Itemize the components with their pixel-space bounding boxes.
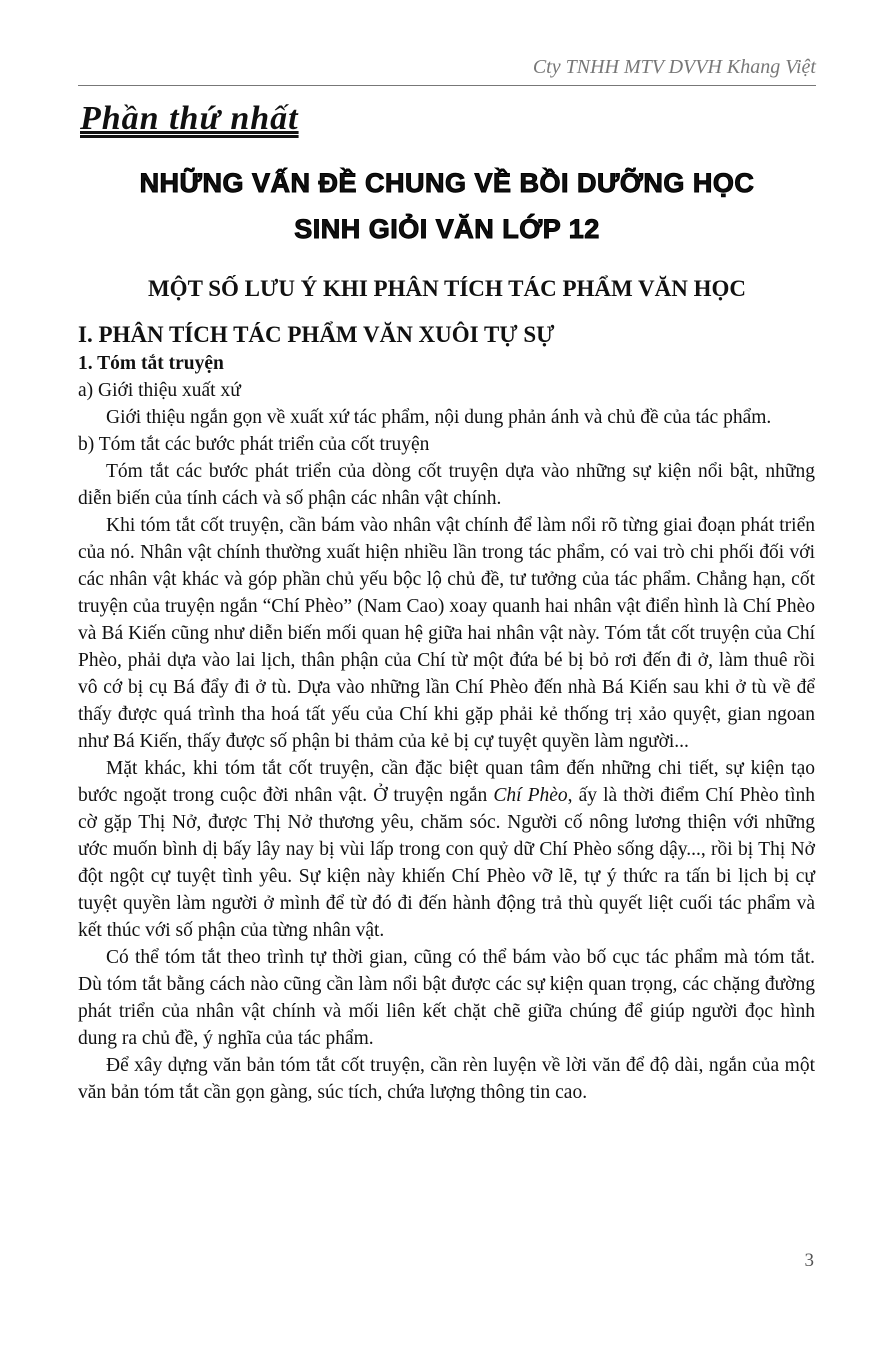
paragraph: Giới thiệu ngắn gọn về xuất xứ tác phẩm, nội dung phản ánh và chủ đề của tác phẩm. (106, 407, 772, 428)
main-title-line: NHỮNG VẤN ĐỀ CHUNG VỀ BỒI DƯỠNG HỌC (139, 168, 755, 198)
paragraph: Khi tóm tắt cốt truyện, cần bám vào nhân vật chính để làm nổi rõ từng giai đoạn phát triển của nó. Nhân vật chính thường xuất hiện nhiều lần trong tác phẩm, có vai trò chi phối đối với các nhân vật khác và góp phần chủ yếu bộc lộ chủ đề, tư tưởng của tác phẩm. Chẳng hạn, cốt truyện của truyện ngắn “Chí Phèo” (Nam Cao) xoay quanh hai nhân vật điển hình là Chí Phèo và Bá Kiến cũng như diễn biến mối quan hệ giữa hai nhân vật này. Tóm tắt cốt truyện của Chí Phèo, phải dựa vào lai lịch, thân phận của Chí từ một đứa bé bị bỏ rơi đến đi ở, làm thuê rồi vô cớ bị cụ Bá đẩy đi ở tù. Dựa vào những lần Chí Phèo đến nhà Bá Kiến sau khi ở tù về để thấy được quá trình tha hoá tất yếu của Chí khi gặp phải kẻ thống trị xảo quyệt, gian ngoan như Bá Kiến, thấy được số phận bi thảm của kẻ bị cự tuyệt quyền làm người... (78, 515, 815, 752)
paragraph: Tóm tắt các bước phát triển của dòng cốt truyện dựa vào những sự kiện nổi bật, những diễn biến của tính cách và số phận các nhân vật chính. (78, 461, 815, 509)
part-title: Phần thứ nhất (80, 100, 299, 137)
paragraph (78, 755, 815, 944)
text-run: Mặt khác, khi tóm tắt cốt truyện, cần đặc biệt quan tâm đến những chi tiết, sự kiện tạo bước ngoặt trong cuộc đời nhân vật. Ở truyện ngắn (78, 758, 815, 806)
section-heading: I. PHÂN TÍCH TÁC PHẨM VĂN XUÔI TỰ SỰ (78, 322, 555, 347)
text-run: , ấy là thời điểm Chí Phèo tình cờ gặp Thị Nở, được Thị Nở thương yêu, chăm sóc. Người cố nông lương thiện với những ước muốn bình dị bấy lây nay bị vùi lấp trong con quỷ dữ Chí Phèo sống dậy..., rồi bị Thị Nở đột ngột cự tuyệt tình yêu. Sự kiện này khiến Chí Phèo vỡ lẽ, tự ý thức ra tấn bi lịch bị cự tuyệt quyền làm người ở mình để từ đó đi đến hành động trả thù quyết liệt cuối tác phẩm và kết thúc với số phận của từng nhân vật. (78, 785, 816, 941)
item-heading: b) Tóm tắt các bước phát triển của cốt truyện (78, 434, 430, 455)
subtitle: MỘT SỐ LƯU Ý KHI PHÂN TÍCH TÁC PHẨM VĂN HỌC (147, 276, 747, 301)
main-title-line: SINH GIỎI VĂN LỚP 12 (294, 214, 600, 244)
italic-title: Chí Phèo (493, 785, 568, 806)
item-heading: a) Giới thiệu xuất xứ (78, 380, 241, 401)
running-header: Cty TNHH MTV DVVH Khang Việt (532, 56, 816, 78)
main-title (60, 160, 834, 252)
body-text (78, 320, 815, 1106)
page-number: 3 (804, 1250, 814, 1271)
paragraph: Có thể tóm tắt theo trình tự thời gian, cũng có thể bám vào bố cục tác phẩm mà tóm tắt. Dù tóm tắt bằng cách nào cũng cần làm nổi bật được các sự kiện quan trọng, các chặng đường phát triển của nhân vật chính và mối liên kết chặt chẽ giữa chúng để giúp người đọc hình dung ra chủ đề, ý nghĩa của tác phẩm. (78, 947, 815, 1049)
header-rule (78, 85, 816, 86)
paragraph: Để xây dựng văn bản tóm tắt cốt truyện, cần rèn luyện về lời văn để độ dài, ngắn của một văn bản tóm tắt cần gọn gàng, súc tích, chứa lượng thông tin cao. (78, 1055, 815, 1103)
subsection-heading: 1. Tóm tắt truyện (78, 353, 224, 374)
